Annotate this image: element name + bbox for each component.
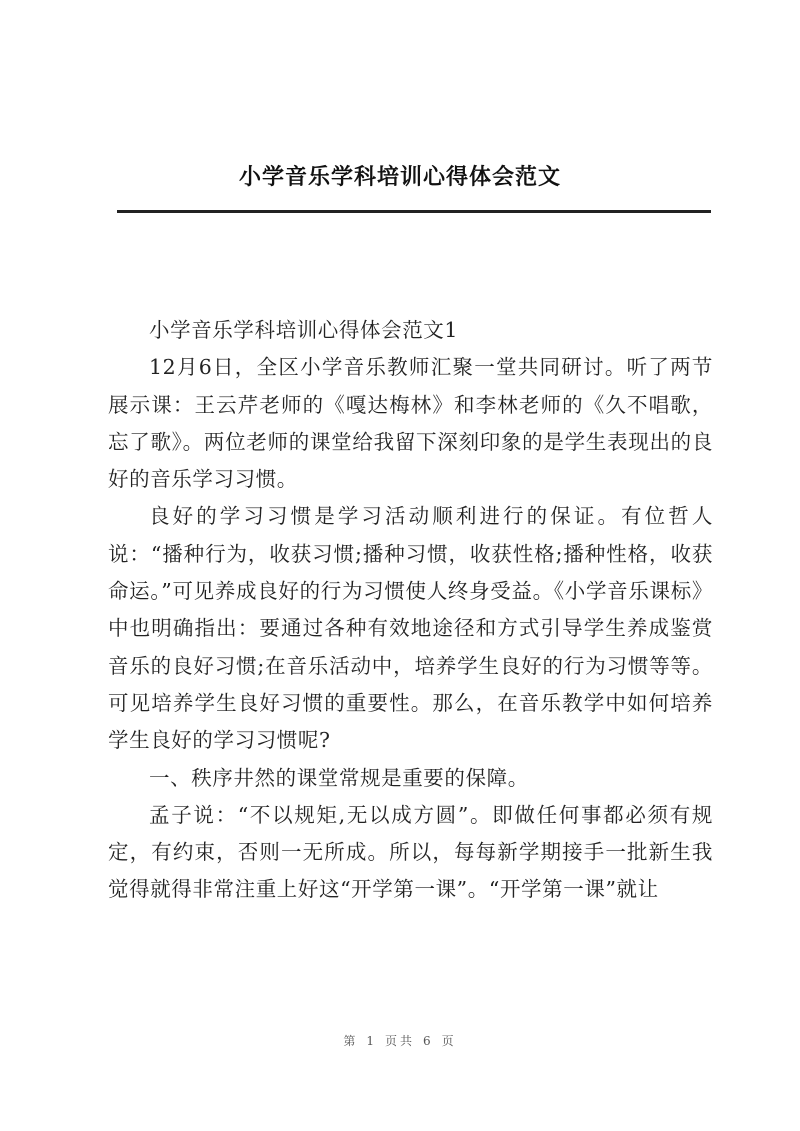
- document-body: [108, 312, 713, 909]
- paragraph: 孟子说：“不以规矩,无以成方圆”。即做任何事都必须有规定，有约束，否则一无所成。所以，每每新学期接手一批新生我觉得就得非常注重上好这“开学第一课”。“开学第一课”就让: [108, 802, 713, 902]
- title-divider: [117, 210, 711, 213]
- current-page-number: 1: [366, 1034, 377, 1048]
- paragraph: 12月6日，全区小学音乐教师汇聚一堂共同研讨。听了两节展示课：王云芹老师的《嘎达梅林》和李林老师的《久不唱歌，忘了歌》。两位老师的课堂给我留下深刻印象的是学生表现出的良好的音乐学习习惯。: [108, 355, 713, 492]
- paragraph: 良好的学习习惯是学习活动顺利进行的保证。有位哲人说：“播种行为，收获习惯;播种习惯，收获性格;播种性格，收获命运。”可见养成良好的行为习惯使人终身受益。《小学音乐课标》中也明确指出：要通过各种有效地途径和方式引导学生养成鉴赏音乐的良好习惯;在音乐活动中，培养学生良好的行为习惯等等。可见培养学生良好习惯的重要性。那么，在音乐教学中如何培养学生良好的学习习惯呢?: [108, 504, 713, 753]
- page-title: 小学音乐学科培训心得体会范文: [238, 165, 561, 190]
- footer-prefix: 第: [343, 1034, 359, 1048]
- footer-middle: 页共: [384, 1034, 415, 1048]
- footer-suffix: 页: [441, 1034, 457, 1048]
- paragraph-heading: 小学音乐学科培训心得体会范文1: [149, 318, 459, 342]
- total-pages: 6: [423, 1034, 434, 1048]
- section-heading: 一、秩序井然的课堂常规是重要的保障。: [149, 765, 529, 790]
- page-number-footer: [0, 1032, 800, 1049]
